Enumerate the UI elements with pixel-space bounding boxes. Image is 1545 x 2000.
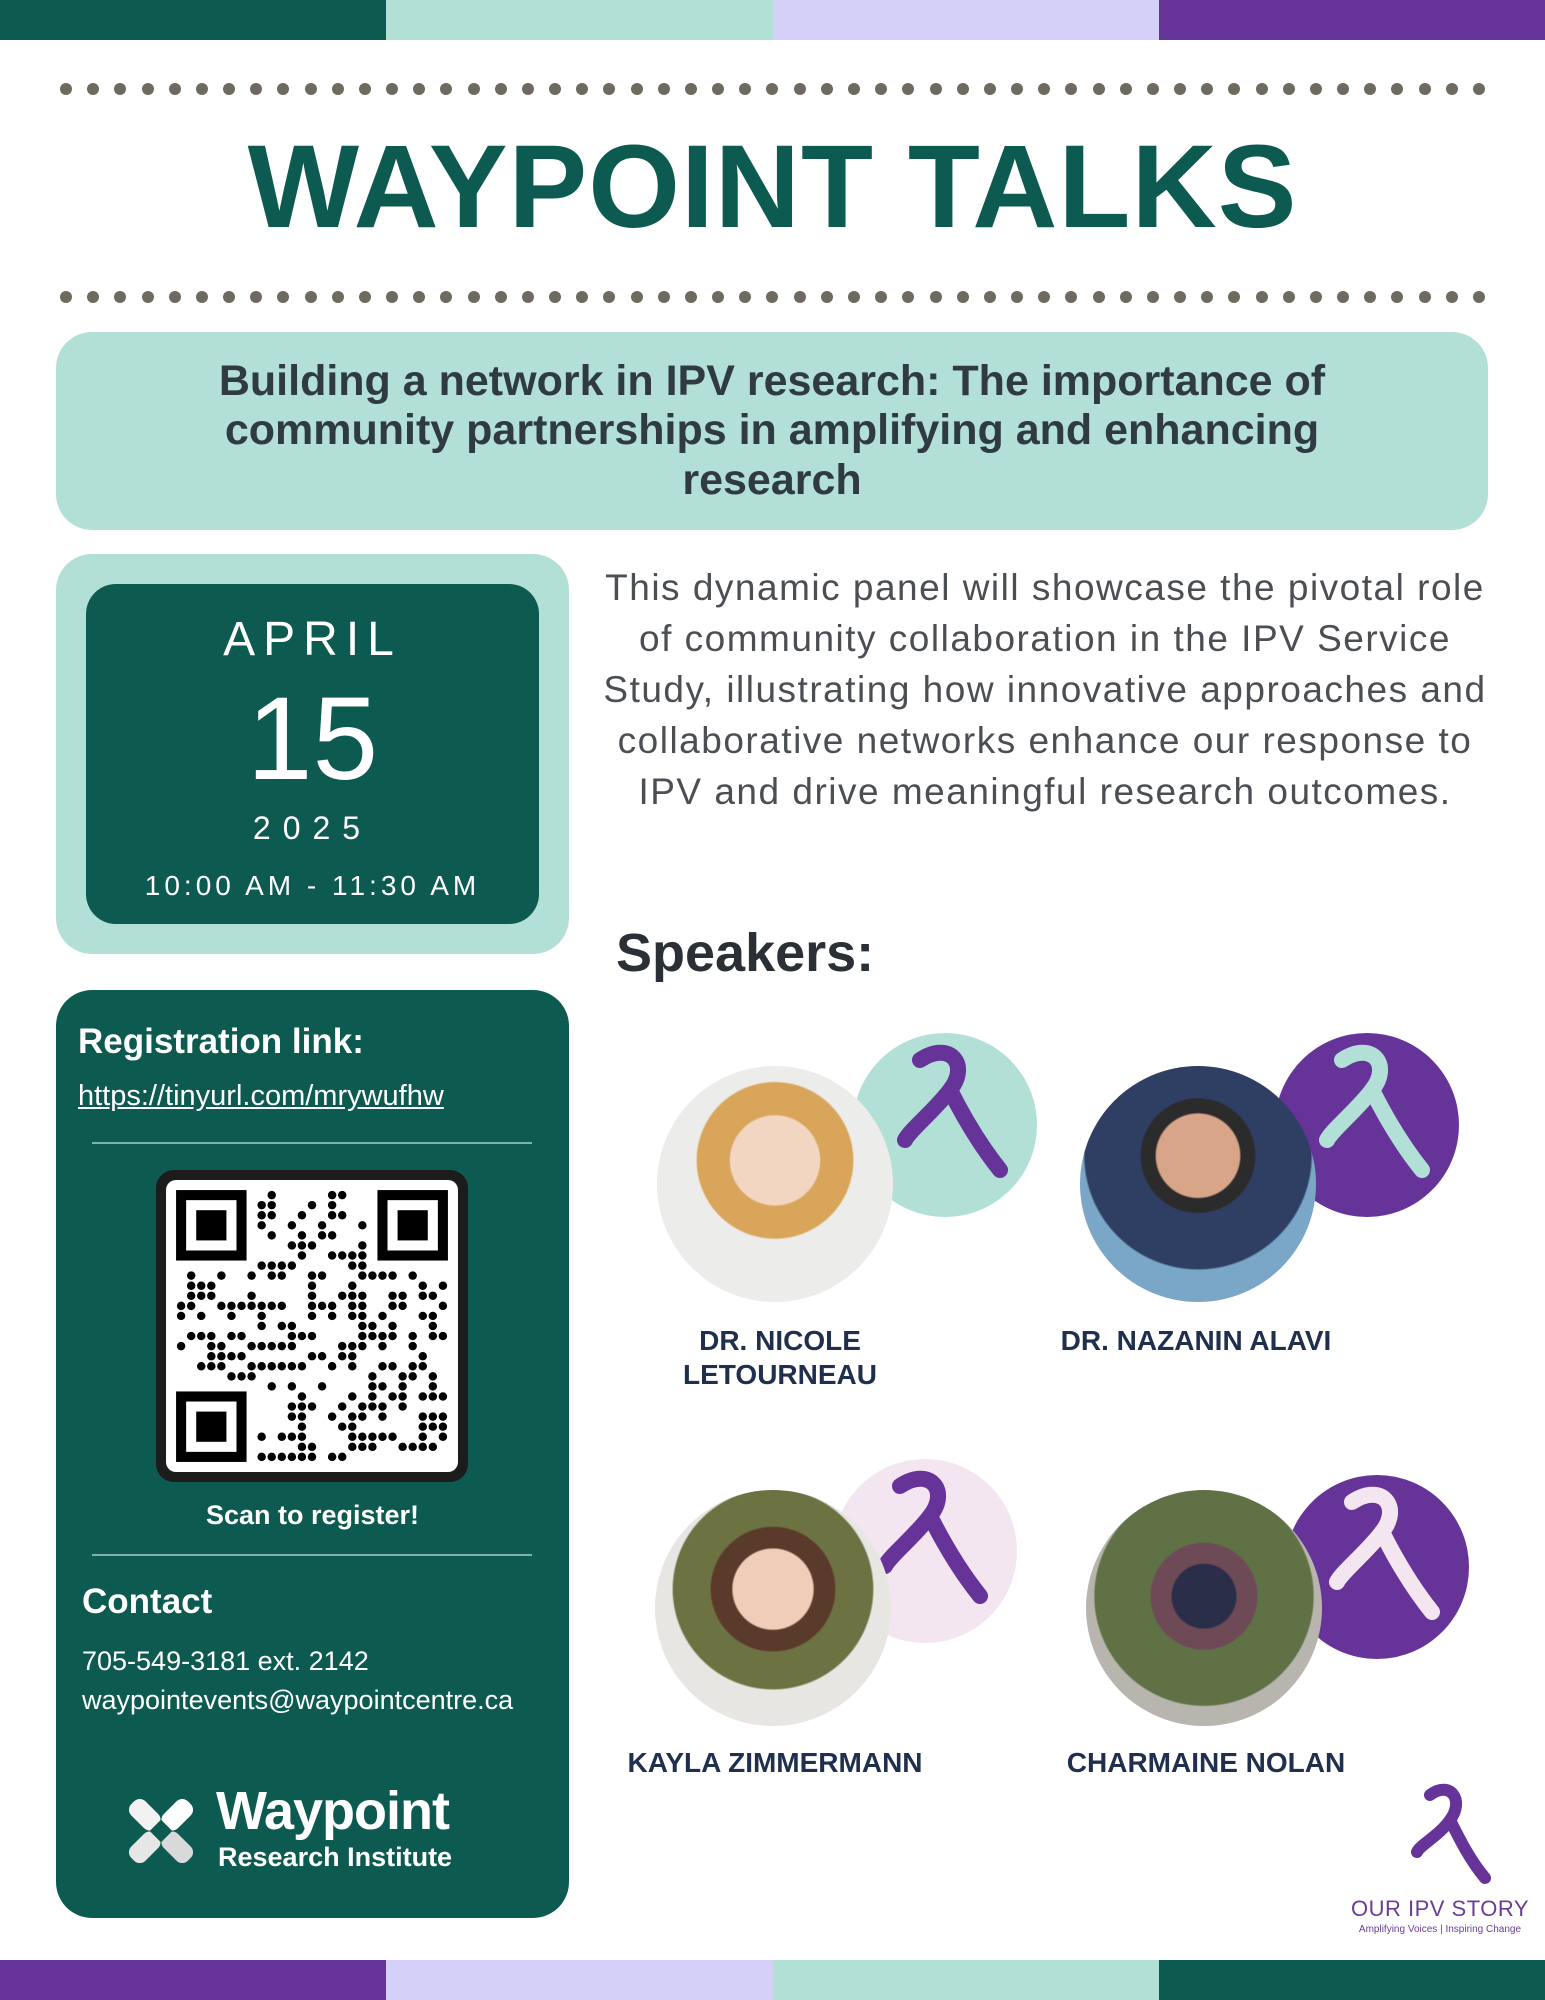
divider-dot — [603, 83, 615, 95]
divider-dot — [984, 291, 996, 303]
divider-dot — [495, 291, 507, 303]
divider-dot — [60, 291, 72, 303]
divider-dot — [114, 291, 126, 303]
ipv-story-tagline: Amplifying Voices | Inspiring Change — [1358, 1924, 1522, 1935]
divider-dot — [277, 291, 289, 303]
speaker-name — [620, 1324, 940, 1392]
divider-dot — [1310, 83, 1322, 95]
event-subtitle: Building a network in IPV research: The importance of community partnerships in amplifying and enhancing research — [218, 356, 1326, 504]
divider-dot — [250, 83, 262, 95]
divider-dot — [1120, 291, 1132, 303]
divider-dot — [1391, 291, 1403, 303]
divider-dot — [576, 83, 588, 95]
speaker-photo — [657, 1066, 893, 1302]
divider-dot — [468, 83, 480, 95]
top-color-stripe — [0, 0, 1545, 40]
divider-dot — [930, 83, 942, 95]
divider-dot — [658, 291, 670, 303]
speaker-card — [1060, 1030, 1496, 1390]
divider-dot — [1228, 291, 1240, 303]
speaker-photo — [655, 1490, 891, 1726]
divider-dot — [712, 83, 724, 95]
speaker-card — [1066, 1472, 1506, 1786]
divider-dot — [875, 83, 887, 95]
event-month: APRIL — [223, 613, 402, 666]
page-title: WAYPOINT TALKS — [247, 121, 1298, 253]
divider-dot — [576, 291, 588, 303]
divider-dot — [1446, 83, 1458, 95]
divider-dot — [332, 291, 344, 303]
registration-panel — [56, 990, 569, 1918]
divider-dot — [1364, 291, 1376, 303]
divider-dot — [902, 83, 914, 95]
divider-dot — [1473, 83, 1485, 95]
divider-dot — [1337, 291, 1349, 303]
purple-ribbon-icon — [1385, 1780, 1495, 1890]
divider-dot — [658, 83, 670, 95]
divider-dot — [1256, 291, 1268, 303]
speaker-card — [627, 1456, 1050, 1786]
speaker-name — [1006, 1746, 1406, 1780]
divider-dot — [386, 83, 398, 95]
divider-dot — [440, 83, 452, 95]
divider-dot — [1364, 83, 1376, 95]
divider-dot — [1283, 291, 1295, 303]
bottom-color-stripe — [0, 1960, 1545, 2000]
divider-dot — [277, 83, 289, 95]
divider-dot — [250, 291, 262, 303]
divider-dot — [1093, 291, 1105, 303]
event-year: 2025 — [252, 810, 373, 846]
divider-dot — [848, 83, 860, 95]
divider-dot — [169, 291, 181, 303]
divider-dot — [386, 291, 398, 303]
divider-dot — [1337, 83, 1349, 95]
divider-dot — [739, 83, 751, 95]
divider-dot — [1147, 291, 1159, 303]
divider-dot — [1065, 83, 1077, 95]
event-day: 15 — [246, 673, 379, 805]
qr-code-icon[interactable] — [156, 1170, 468, 1482]
divider-dot — [549, 291, 561, 303]
divider-dot — [169, 83, 181, 95]
divider-dot — [142, 83, 154, 95]
divider-dot — [1419, 83, 1431, 95]
divider-dot — [1011, 291, 1023, 303]
speaker-photo — [1086, 1490, 1322, 1726]
divider-dot — [1147, 83, 1159, 95]
divider-dot — [1228, 83, 1240, 95]
divider-dot — [1310, 291, 1322, 303]
divider-dot — [1174, 83, 1186, 95]
divider-dot — [87, 291, 99, 303]
speaker-name-line: LETOURNEAU — [683, 1359, 877, 1390]
divider — [92, 1554, 532, 1556]
divider-dot — [631, 291, 643, 303]
divider-dot — [685, 83, 697, 95]
divider-dot — [631, 83, 643, 95]
speaker-name-line: CHARMAINE NOLAN — [1066, 1747, 1346, 1778]
qr-code-graphic — [166, 1180, 458, 1472]
divider-dot — [957, 291, 969, 303]
speaker-name-line: DR. NAZANIN ALAVI — [1060, 1325, 1332, 1356]
speaker-name-line: KAYLA ZIMMERMANN — [627, 1747, 923, 1778]
divider-dot — [902, 291, 914, 303]
divider-dot — [1201, 83, 1213, 95]
divider-dot — [739, 291, 751, 303]
event-subtitle-banner — [56, 332, 1488, 530]
divider-dot — [1283, 83, 1295, 95]
date-card-inner — [86, 584, 539, 924]
divider-dot — [794, 291, 806, 303]
divider-dot — [875, 291, 887, 303]
divider-dot — [1065, 291, 1077, 303]
divider-dot — [712, 291, 724, 303]
registration-link[interactable]: https://tinyurl.com/mrywufhw — [78, 1080, 444, 1112]
divider — [92, 1142, 532, 1144]
divider-dot — [305, 291, 317, 303]
divider-dot — [1473, 291, 1485, 303]
divider-dot — [821, 83, 833, 95]
divider-dot — [1038, 291, 1050, 303]
event-time: 10:00 AM - 11:30 AM — [144, 870, 481, 901]
contact-email: waypointevents@waypointcentre.ca — [82, 1685, 514, 1715]
divider-dot — [60, 83, 72, 95]
divider-dot — [848, 291, 860, 303]
divider-dot — [522, 291, 534, 303]
divider-dot — [603, 291, 615, 303]
divider-dot — [1093, 83, 1105, 95]
divider-dot — [413, 291, 425, 303]
divider-dot — [766, 291, 778, 303]
divider-dot — [794, 83, 806, 95]
divider-dot — [1201, 291, 1213, 303]
divider-dot — [930, 291, 942, 303]
divider-dot — [549, 83, 561, 95]
waypoint-logo-sub: Research Institute — [218, 1842, 453, 1872]
ipv-story-title: OUR IPV STORY — [1350, 1896, 1530, 1921]
divider-dot — [1174, 291, 1186, 303]
divider-dot — [984, 83, 996, 95]
dotted-divider-bottom — [60, 290, 1485, 304]
dotted-divider-top — [60, 82, 1485, 96]
divider-dot — [957, 83, 969, 95]
divider-dot — [1446, 291, 1458, 303]
divider-dot — [114, 83, 126, 95]
divider-dot — [223, 83, 235, 95]
divider-dot — [1120, 83, 1132, 95]
registration-label: Registration link: — [78, 1022, 364, 1061]
scan-to-register-label: Scan to register! — [205, 1500, 420, 1530]
speaker-name-line: DR. NICOLE — [699, 1325, 861, 1356]
divider-dot — [440, 291, 452, 303]
divider-dot — [196, 291, 208, 303]
divider-dot — [87, 83, 99, 95]
contact-label: Contact — [82, 1582, 213, 1621]
event-description: This dynamic panel will showcase the pivotal role of community collaboration in the IPV Service Study, illustrating how innovative approaches and collaborative networks enhance our response to IPV and drive meaningful research outcomes. — [603, 567, 1487, 812]
divider-dot — [1256, 83, 1268, 95]
speakers-heading: Speakers: — [616, 923, 875, 983]
divider-dot — [359, 291, 371, 303]
contact-phone: 705-549-3181 ext. 2142 — [82, 1646, 369, 1676]
our-ipv-story-logo — [1340, 1780, 1540, 1940]
divider-dot — [359, 83, 371, 95]
speaker-name — [600, 1746, 950, 1780]
divider-dot — [142, 291, 154, 303]
speaker-card — [650, 1030, 1050, 1390]
divider-dot — [305, 83, 317, 95]
divider-dot — [522, 83, 534, 95]
divider-dot — [766, 83, 778, 95]
divider-dot — [1011, 83, 1023, 95]
date-card — [56, 554, 569, 954]
speaker-name — [996, 1324, 1396, 1358]
divider-dot — [1391, 83, 1403, 95]
divider-dot — [821, 291, 833, 303]
divider-dot — [1038, 83, 1050, 95]
waypoint-logo-name: Waypoint — [216, 1781, 449, 1841]
divider-dot — [468, 291, 480, 303]
waypoint-logo — [116, 1780, 516, 1880]
divider-dot — [332, 83, 344, 95]
waypoint-cross-icon — [116, 1786, 206, 1876]
divider-dot — [196, 83, 208, 95]
speaker-photo — [1080, 1066, 1316, 1302]
divider-dot — [1419, 291, 1431, 303]
divider-dot — [495, 83, 507, 95]
divider-dot — [685, 291, 697, 303]
divider-dot — [223, 291, 235, 303]
divider-dot — [413, 83, 425, 95]
